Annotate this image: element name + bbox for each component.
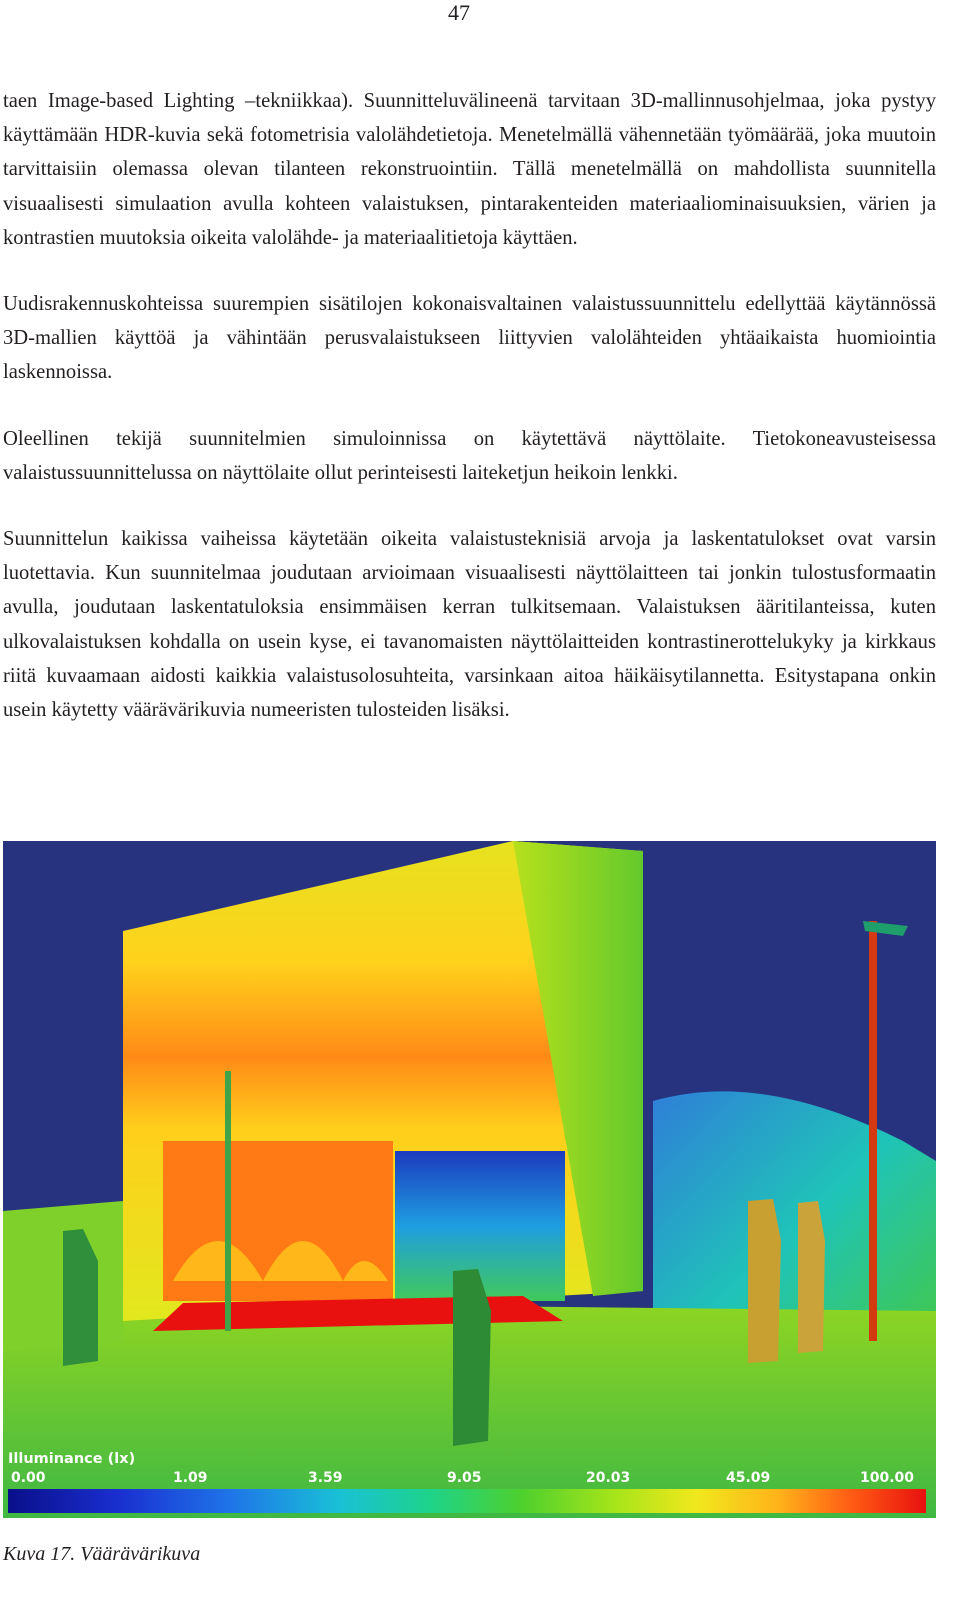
- paragraph: taen Image-based Lighting –tekniikkaa). Suunnitteluvälineenä tarvitaan 3D-mallinnusohjelmaa, joka pystyy käyttämään HDR-kuvia sekä fotometrisia valolähdetietoja. Menetelmällä vähennetään työmäärää, joka muutoin tarvittaisiin olemassa olevan tilanteen rekonstruointiin. Tällä menetelmällä on mahdollista suunnitella visuaalisesti simulaation avulla kohteen valaistuksen, pintarakenteiden materiaaliominaisuuksien, värien ja kontrastien muutoksia oikeita valolähde- ja materiaalitietoja käyttäen.: [3, 90, 936, 249]
- paragraph: Uudisrakennuskohteissa suurempien sisätilojen kokonaisvaltainen valaistussuunnittelu edellyttää käytännössä 3D-mallien käyttöä ja vähintään perusvalaistukseen liittyvien valolähteiden yhtäaikaista huomiointia laskennoissa.: [3, 293, 936, 384]
- person-right-2: [798, 1201, 825, 1353]
- legend-value: 1.09: [173, 1470, 208, 1486]
- page-number: 47: [448, 0, 470, 25]
- false-color-render: [3, 841, 936, 1518]
- legend-color-scale: [8, 1489, 926, 1513]
- person-right-1: [748, 1199, 781, 1363]
- paragraph: Oleellinen tekijä suunnitelmien simuloinnissa on käytettävä näyttölaite. Tietokoneavusteisessa valaistussuunnittelussa on näyttölaite ollut perinteisesti laiteketjun heikoin lenkki.: [3, 427, 936, 484]
- legend-value: 3.59: [308, 1470, 343, 1486]
- left-lamp-post: [225, 1071, 231, 1331]
- paragraph: Suunnittelun kaikissa vaiheissa käytetään oikeita valaistusteknisiä arvoja ja laskentatulokset ovat varsin luotettavia. Kun suunnitelmaa joudutaan arvioimaan visuaalisesti näyttölaitteen tai jonkin tulostusformaatin avulla, joudutaan laskentatuloksia ensimmäisen kerran tulkitsemaan. Valaistuksen ääritilanteissa, kuten ulkovalaistuksen kohdalla on usein kyse, ei tavanomaisten näyttölaitteiden kontrastinerottelukyky ja kirkkaus riitä kuvaamaan aidosti kaikkia valaistusolosuhteita, varsinkaan aitoa häikäisytilannetta. Esitystapana onkin usein käytetty väärävärikuvia numeeristen tulosteiden lisäksi.: [3, 528, 936, 722]
- legend-value: 20.03: [586, 1470, 631, 1486]
- legend-value: 100.00: [860, 1470, 915, 1486]
- legend-title: Illuminance (lx): [8, 1451, 136, 1467]
- legend-value: 0.00: [11, 1470, 46, 1486]
- right-lamp-post: [869, 921, 877, 1341]
- legend-value: 9.05: [447, 1470, 482, 1486]
- person-center: [453, 1269, 491, 1446]
- body-text: [3, 84, 936, 759]
- figure-caption: Kuva 17. Väärävärikuva: [3, 1543, 201, 1565]
- legend-value: 45.09: [726, 1470, 771, 1486]
- legend-values: [3, 1470, 936, 1488]
- false-color-figure: [3, 841, 936, 1518]
